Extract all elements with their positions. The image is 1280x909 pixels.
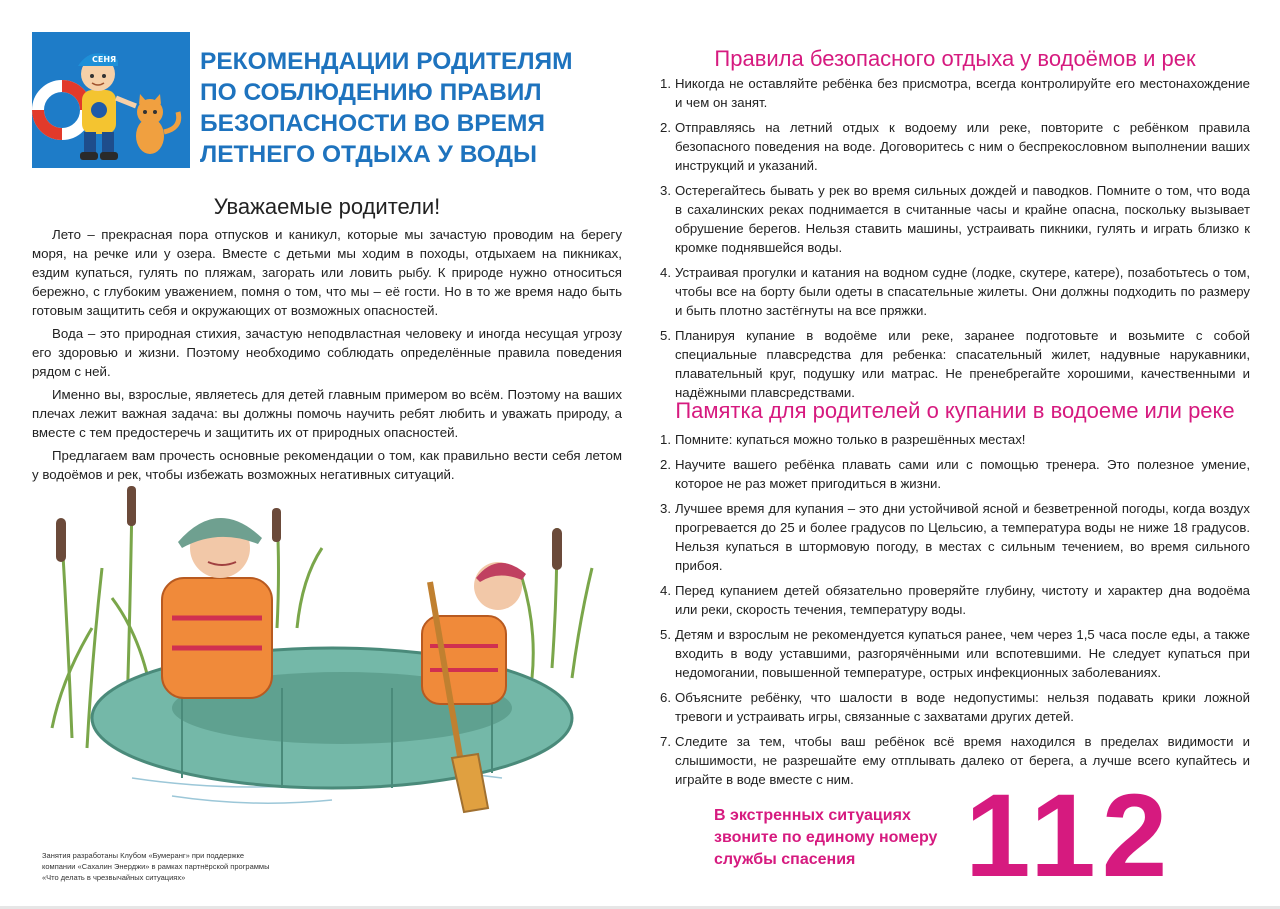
credits-line: компании «Сахалин Энерджи» в рамках партнёрской программы [42,862,270,871]
intro-paragraph: Именно вы, взрослые, являетесь для детей главным примером во всём. Поэтому на ваших плечах лежит важная задача: вы должны помочь научить ребят любить и уважать природу, а вместе с тем предостеречь и защитить их от природных опасностей. [32,387,622,440]
item-text: Остерегайтесь бывать у рек во время сильных дождей и паводков. Помните о том, что вода в сахалинских реках поднимается в считанные часы и крайне опасна, поскольку вызывает обрушение берегов. Нельзя ставить машины, устраивать пикники, гулять и играть близко к кромке поднявшейся воды. [675,183,1250,255]
main-title-line: РЕКОМЕНДАЦИИ РОДИТЕЛЯМ [200,48,573,75]
emergency-line: службы спасения [714,851,856,868]
logo-cap-text: СЕНЯ [92,55,117,64]
list-item [660,74,1250,112]
item-number: 4. [660,265,671,280]
emergency-line: звоните по единому номеру [714,829,938,846]
memo-list [660,430,1250,795]
item-number: 6. [660,690,671,705]
rules-title: Правила безопасного отдыха у водоёмов и рек [714,46,1196,71]
item-text: Научите вашего ребёнка плавать сами или с помощью тренера. Это полезное умение, которое не раз может пригодиться в жизни. [675,457,1250,491]
list-item [660,688,1250,726]
item-text: Никогда не оставляйте ребёнка без присмотра, всегда контролируйте его местонахождение и чем он занят. [675,76,1250,110]
item-number: 1. [660,76,671,91]
item-number: 1. [660,432,671,447]
intro-paragraph: Вода – это природная стихия, зачастую неподвластная человеку и иногда несущая угрозу его здоровью и жизни. Поэтому необходимо соблюдать определённые правила поведения рядом с ней. [32,326,622,379]
item-number: 2. [660,457,671,472]
main-title-line: ПО СОБЛЮДЕНИЮ ПРАВИЛ [200,79,542,106]
intro-text [32,225,622,488]
intro-paragraph: Предлагаем вам прочесть основные рекомендации о том, как правильно вести себя летом у водоёмов и рек, чтобы избежать возможных негативных ситуаций. [32,448,622,482]
list-item [660,581,1250,619]
list-item [660,499,1250,575]
list-item [660,181,1250,257]
item-text: Детям и взрослым не рекомендуется купаться ранее, чем через 1,5 часа после еды, а также входить в воду уставшими, разгорячёнными или вспотевшими. Не следует купаться при недомогании, повышенной температуре, острых инфекционных заболеваниях. [675,627,1250,680]
list-item [660,430,1250,449]
item-text: Лучшее время для купания – это дни устойчивой ясной и безветренной погоды, когда воздух прогревается до 25 и более градусов по Цельсию, а температура воды не ниже 18 градусов. Нельзя купаться в штормовую погоду, в местах с сильным течением, во время сильного прибоя. [675,501,1250,573]
list-item [660,118,1250,175]
item-number: 7. [660,734,671,749]
item-text: Отправляясь на летний отдых к водоему или реке, повторите с ребёнком правила безопасного поведения на воде. Договоритесь с ним о беспрекословном выполнении ваших инструкций и указаний. [675,120,1250,173]
list-item [660,263,1250,320]
list-item [660,455,1250,493]
item-number: 3. [660,183,671,198]
credits-line: «Что делать в чрезвычайных ситуациях» [42,873,186,882]
emergency-text [714,805,937,871]
item-text: Объясните ребёнку, что шалости в воде недопустимы: нельзя подавать крики ложной тревоги и устраивать игры, связанные с захватами других детей. [675,690,1250,724]
item-text: Устраивая прогулки и катания на водном судне (лодке, скутере, катере), позаботьтесь о том, чтобы все на борту были одеты в спасательные жилеты. Они должны подходить по размеру и быть плотно застёгнуты на все пряжки. [675,265,1250,318]
list-item [660,326,1250,402]
main-title-line: БЕЗОПАСНОСТИ ВО ВРЕМЯ [200,110,545,137]
item-number: 5. [660,627,671,642]
item-text: Перед купанием детей обязательно проверяйте глубину, чистоту и характер дна водоёма или реки, скорость течения, температуру воды. [675,583,1250,617]
item-number: 2. [660,120,671,135]
mascot-logo [32,32,190,168]
mascot-illustration [32,32,190,168]
intro-paragraph: Лето – прекрасная пора отпусков и каникул, которые мы зачастую проводим на берегу моря, на речке или у озера. Вместе с детьми мы ходим в походы, отдыхаем на пикниках, ездим купаться, гулять по пляжам, загорать или ловить рыбу. К природе нужно относиться бережно, с глубоким уважением, помня о том, что мы – её гости. Но в то же время надо быть готовым защитить себя и окружающих от возможных опасностей. [32,227,622,318]
emergency-line: В экстренных ситуациях [714,807,911,824]
item-number: 5. [660,328,671,343]
rules-list [660,74,1250,408]
item-number: 3. [660,501,671,516]
item-number: 4. [660,583,671,598]
greeting-heading: Уважаемые родители! [213,194,441,219]
credits-line: Занятия разработаны Клубом «Бумеранг» при поддержке [42,851,245,860]
boat-illustration [32,478,622,823]
main-title [200,46,620,170]
item-text: Следите за тем, чтобы ваш ребёнок всё время находился в пределах видимости и слышимости, не разрешайте ему отплывать далеко от берега, а лучше всего купайтесь и играйте в воде вместе с ним. [675,734,1250,787]
list-item [660,625,1250,682]
memo-title: Памятка для родителей о купании в водоеме или реке [675,398,1235,423]
credits [42,850,342,883]
main-title-line: ЛЕТНЕГО ОТДЫХА У ВОДЫ [200,141,537,168]
item-text: Планируя купание в водоёме или реке, заранее подготовьте и возьмите с собой специальные плавсредства для ребенка: спасательный жилет, надувные нарукавники, плавательный круг, подушку или матрас. Не пренебрегайте хорошими, качественными и надёжными плавсредствами. [675,328,1250,400]
item-text: Помните: купаться можно только в разрешённых местах! [675,432,1026,447]
emergency-number: 112 [965,770,1174,902]
boat-drawing [32,478,622,823]
